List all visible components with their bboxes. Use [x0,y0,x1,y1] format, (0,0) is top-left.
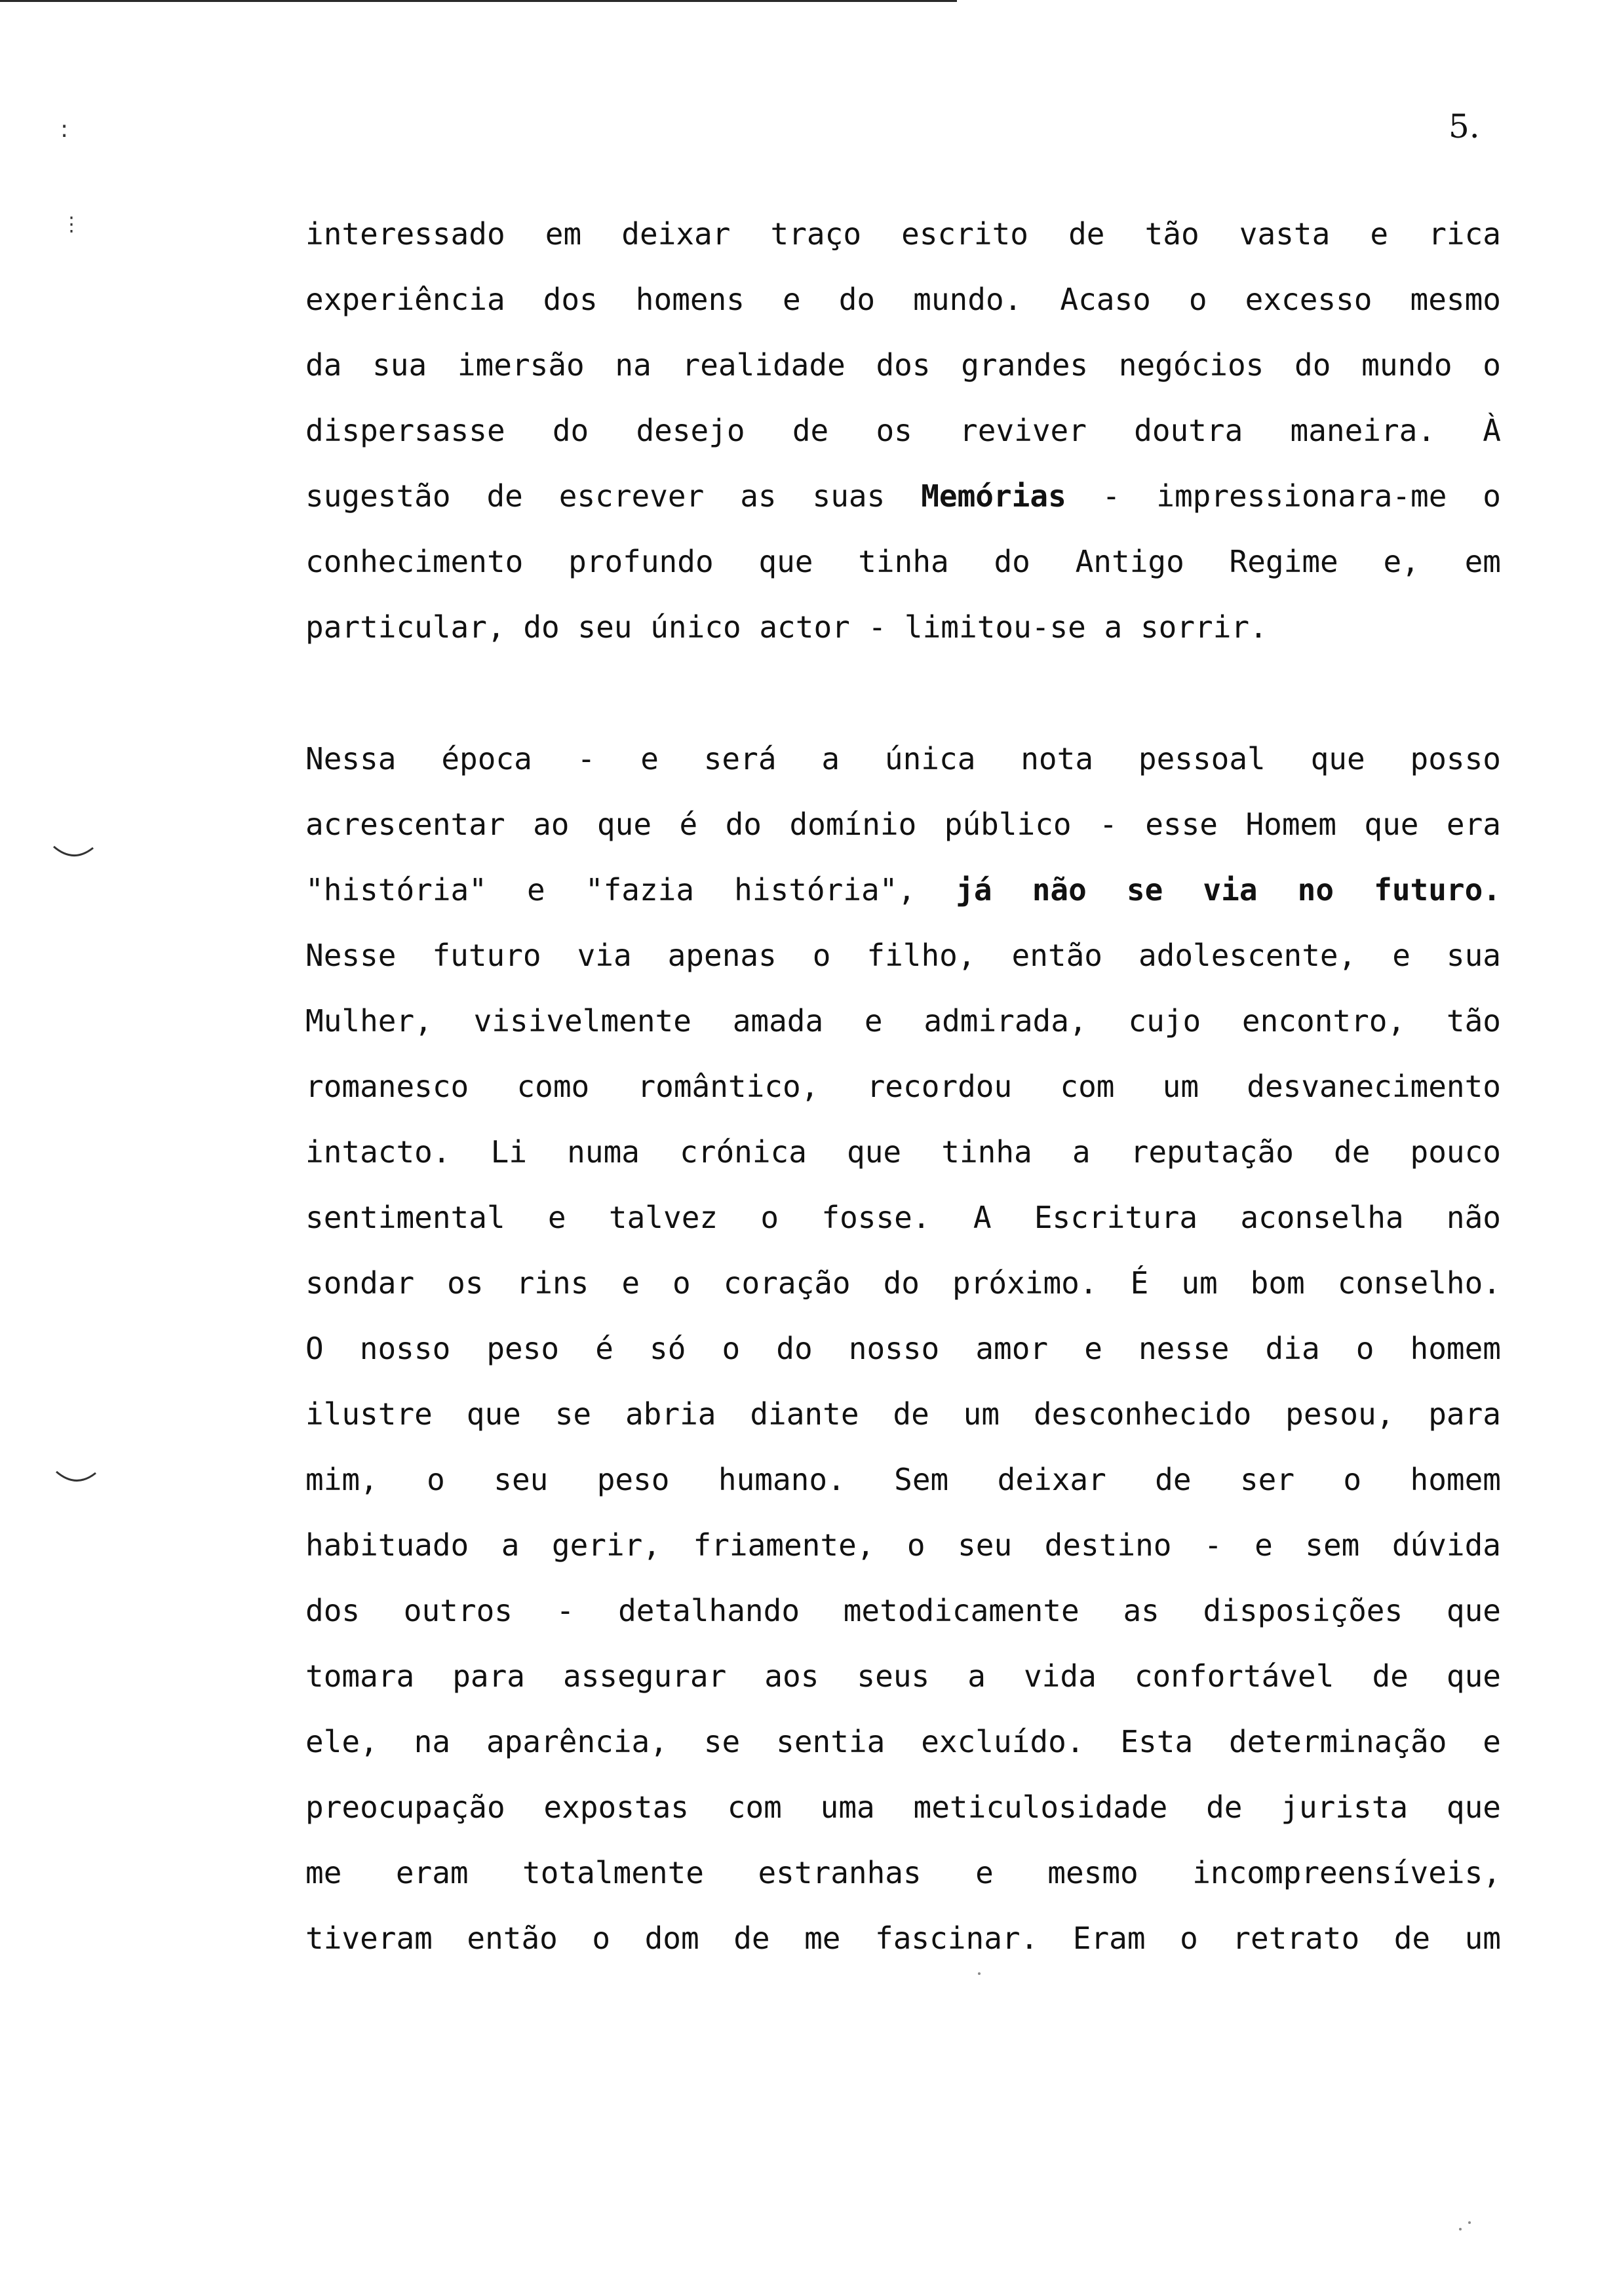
text-line: Mulher, visivelmente amada e admirada, cujo encontro, tão [305,1003,1501,1039]
text-line: romanesco como romântico, recordou com um desvanecimento [305,1069,1501,1104]
margin-hole-mark [55,1470,97,1483]
page-number: 5. [1449,107,1480,145]
text-line: experiência dos homens e do mundo. Acaso o excesso mesmo [305,282,1501,317]
text-line: interessado em deixar traço escrito de tão vasta e rica [305,216,1501,252]
margin-dots-mark: ⋮ [62,213,81,236]
text-line: Nessa época - e será a única nota pessoal que posso [305,741,1501,776]
margin-dots-mark: : [60,116,69,143]
text-run: - impressionara-me o [1066,478,1501,514]
page-top-edge-rule [0,0,957,2]
text-line: da sua imersão na realidade dos grandes negócios do mundo o [305,347,1501,383]
text-line: tiveram então o dom de me fascinar. Eram o retrato de um [305,1921,1501,1956]
text-line: acrescentar ao que é do domínio público - esse Homem que era [305,807,1501,842]
text-line: conhecimento profundo que tinha do Antigo Regime e, em [305,544,1501,579]
text-line: sondar os rins e o coração do próximo. É um bom conselho. [305,1265,1501,1301]
text-line: O nosso peso é só o do nosso amor e nesse dia o homem [305,1331,1501,1366]
margin-hole-mark [52,845,94,858]
text-line: ilustre que se abria diante de um desconhecido pesou, para [305,1396,1501,1432]
text-line: intacto. Li numa crónica que tinha a reputação de pouco [305,1134,1501,1170]
text-line: sentimental e talvez o fosse. A Escritura aconselha não [305,1200,1501,1235]
text-line: ele, na aparência, se sentia excluído. Esta determinação e [305,1724,1501,1759]
text-line: habituado a gerir, friamente, o seu destino - e sem dúvida [305,1527,1501,1563]
bold-phrase: já não se via no futuro. [956,872,1501,908]
scan-speck [978,1972,981,1975]
text-line: particular, do seu único actor - limitou-se a sorrir. [305,609,1268,645]
bold-title-memorias: Memórias [921,478,1066,514]
scan-speck [1459,2228,1462,2230]
text-line: me eram totalmente estranhas e mesmo incompreensíveis, [305,1855,1501,1890]
text-line: mim, o seu peso humano. Sem deixar de ser o homem [305,1462,1501,1497]
text-line-with-bold [305,476,1501,516]
text-line: preocupação expostas com uma meticulosidade de jurista que [305,1789,1501,1825]
text-run: "história" e "fazia história", [305,872,956,908]
text-line: Nesse futuro via apenas o filho, então adolescente, e sua [305,938,1501,973]
text-line: tomara para assegurar aos seus a vida confortável de que [305,1658,1501,1694]
text-run: sugestão de escrever as suas [305,478,922,514]
text-line: dispersasse do desejo de os reviver doutra maneira. À [305,413,1501,448]
text-line-with-bold [305,870,1501,909]
scan-speck [1468,2221,1471,2224]
text-line: dos outros - detalhando metodicamente as disposições que [305,1593,1501,1628]
